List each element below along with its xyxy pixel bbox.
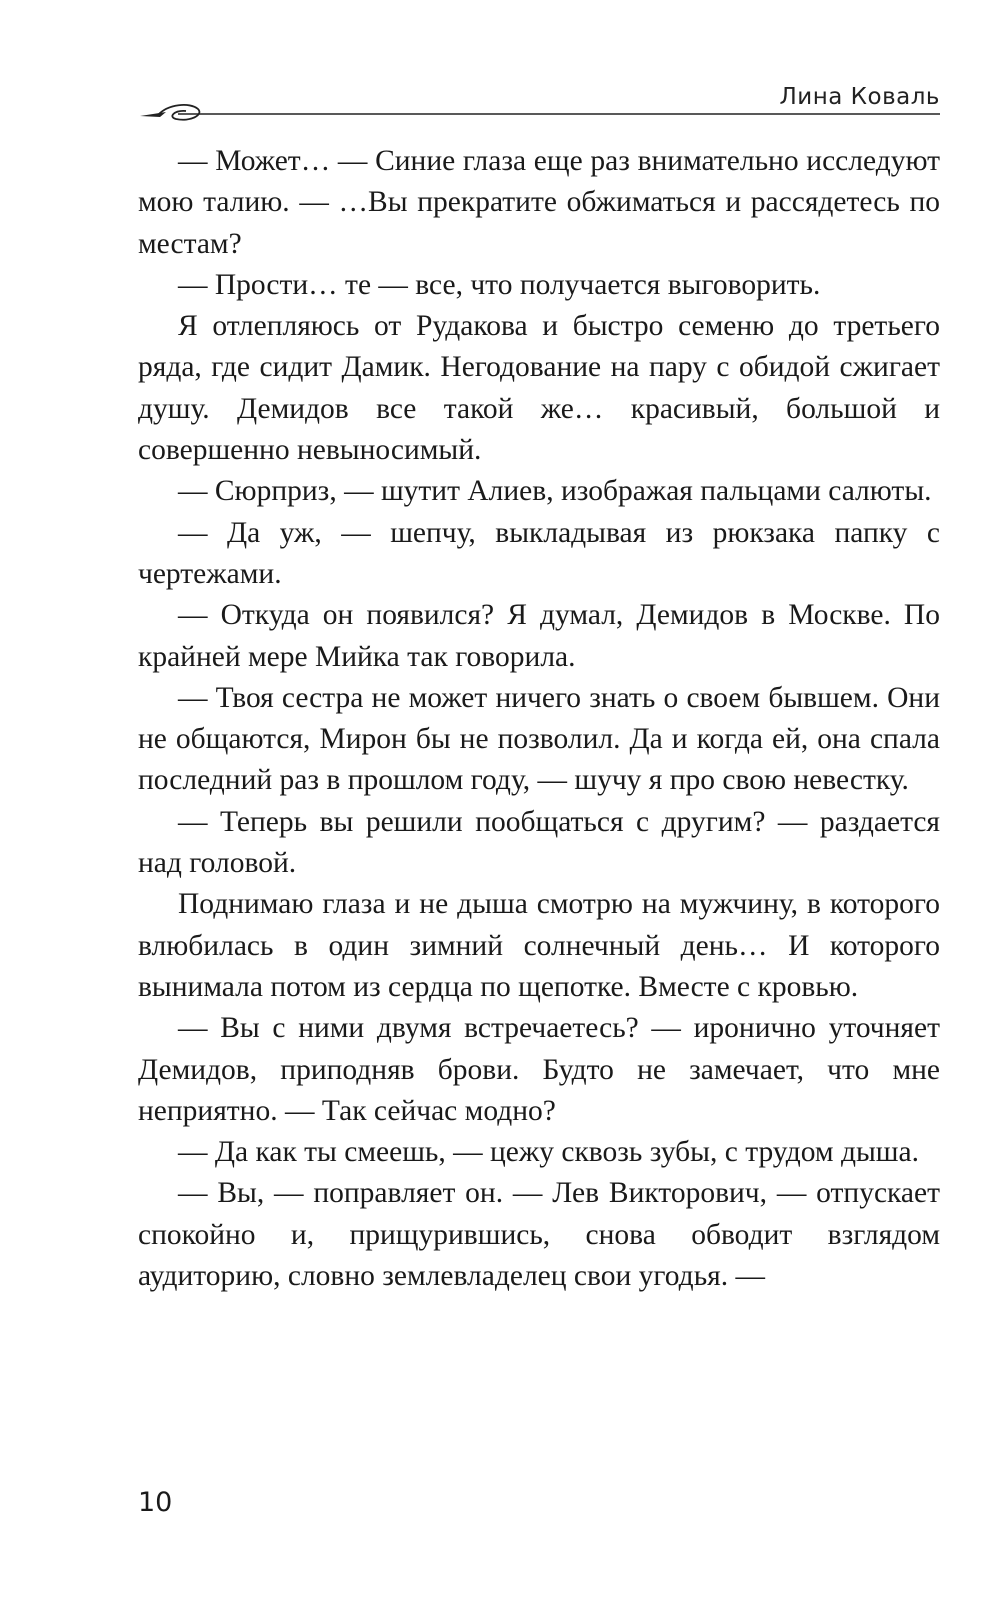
paragraph: — Прости… те — все, что получается выговорить. [178,268,821,301]
paragraph: — Теперь вы решили пообщаться с другим? — раздается над головой. [138,805,940,880]
paragraph: — Сюрприз, — шутит Алиев, изображая пальцами салюты. [178,475,932,508]
paragraph: — Вы, — поправляет он. — Лев Викторович, — отпускает спокойно и, прищурившись, снова обводит взглядом аудиторию, словно землевладелец свои угодья. — [138,1177,940,1293]
paragraph: — Вы с ними двумя встречаетесь? — иронично уточняет Демидов, приподняв брови. Будто не замечает, что мне неприятно. — Так сейчас модно? [138,1012,940,1127]
paragraph: — Да уж, — шепчу, выкладывая из рюкзака папку с чертежами. [138,516,940,590]
paragraph: — Твоя сестра не может ничего знать о своем бывшем. Они не общаются, Мирон бы не позволил. Да и когда ей, она спала последний раз в прошлом году, — шучу я про свою невестку. [138,681,940,797]
paragraph: — Да как ты смеешь, — цежу сквозь зубы, с трудом дыша. [178,1136,919,1169]
paragraph: Поднимаю глаза и не дыша смотрю на мужчину, в которого влюбилась в один зимний солнечный день… И которого вынимала потом из сердца по щепотке. Вместе с кровью. [138,888,940,1003]
paragraph: — Откуда он появился? Я думал, Демидов в Москве. По крайней мере Мийка так говорила. [138,599,940,673]
running-header [138,78,940,128]
body-text [138,141,940,1297]
paragraph: — Может… — Синие глаза еще раз внимательно исследуют мою талию. — …Вы прекратите обжиматься и рассядетесь по местам? [138,145,940,260]
paragraph: Я отлепляюсь от Рудакова и быстро семеню до третьего ряда, где сидит Дамик. Негодование на пару с обидой сжигает душу. Демидов все такой же… красивый, большой и совершенно невыносимый. [138,310,940,467]
running-header-author: Лина Коваль [779,84,940,110]
page-number: 10 [138,1487,173,1518]
